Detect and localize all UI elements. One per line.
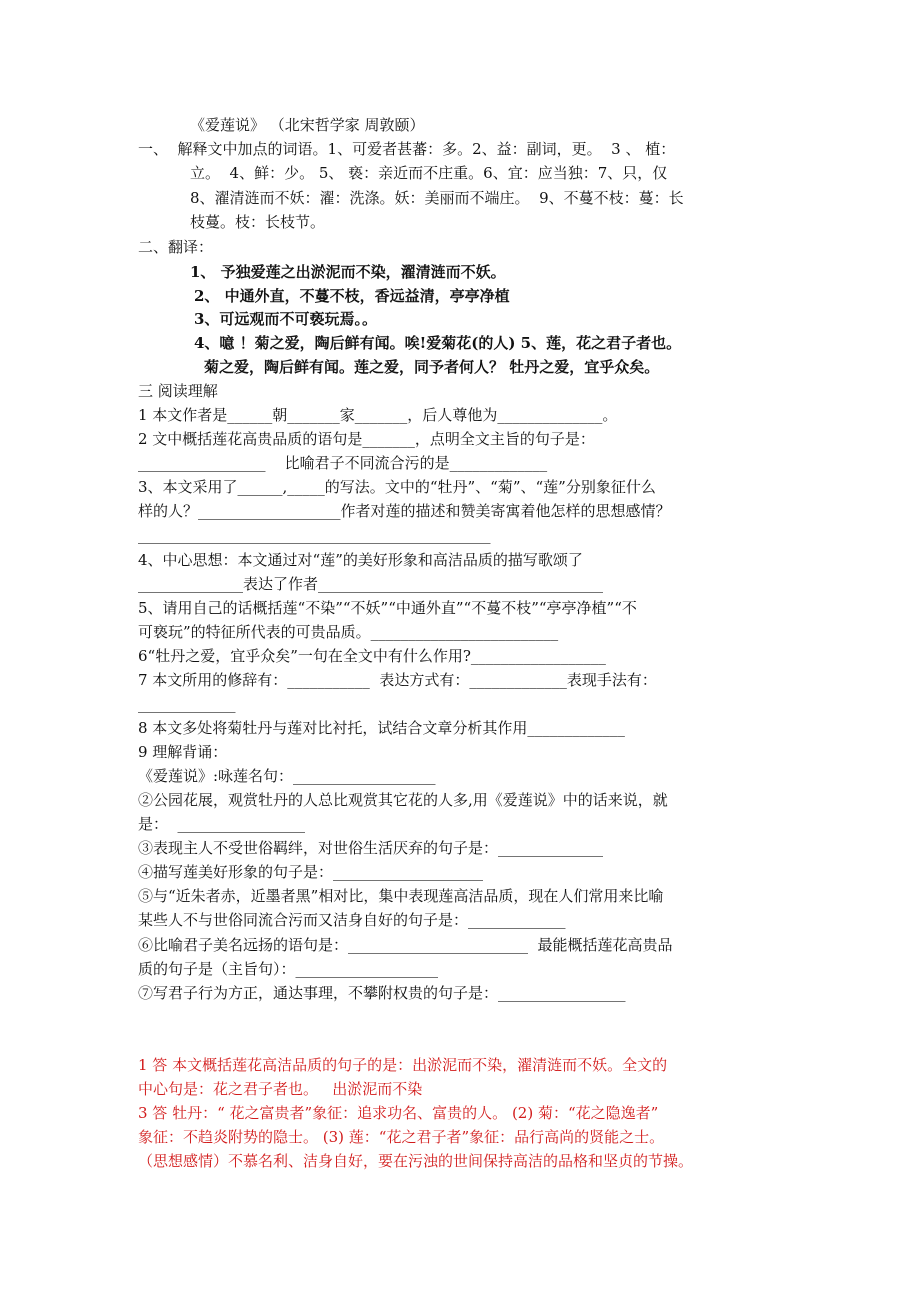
vocab-line-4: 枝蔓。枝：长枝节。 [190,213,326,231]
recite-5-line-2: 某些人不与世俗同流合污而又洁身自好的句子是：_____________ [138,911,566,929]
vocab-line-3: 8、濯清涟而不妖：濯：洗涤。妖：美丽而不端庄。 9、不蔓不枝：蔓：长 [190,189,684,207]
vocab-line-2: 立。 4、鲜：少。 5、 亵：亲近而不庄重。6、宜：应当独：7、只，仅 [190,164,668,182]
question-2-line-2: _________________ 比喻君子不同流合污的是_____________ [138,454,548,472]
question-1: 1 本文作者是______朝_______家_______，后人尊他为______________。 [138,406,618,424]
translation-item-1: 1、 予独爱莲之出淤泥而不染，濯清涟而不妖。 [190,263,506,281]
question-3-line-3: _______________________________________________ [138,526,491,544]
question-2-line-1: 2 文中概括莲花高贵品质的语句是_______，点明全文主旨的句子是： [138,430,595,448]
question-7-line-1: 7 本文所用的修辞有：___________ 表达方式有：_____________表现手法有： [138,671,657,689]
translation-heading: 二、翻译： [138,238,214,256]
translation-item-4: 4、噫 ！菊之爱，陶后鲜有闻。唉!爱菊花(的人) 5、莲，花之君子者也。 [194,334,682,352]
question-8: 8 本文多处将菊牡丹与莲对比衬托，试结合文章分析其作用_____________ [138,719,625,737]
question-9: 9 理解背诵： [138,743,228,761]
question-6: 6“牡丹之爱，宜乎众矣”一句在全文中有什么作用?__________________ [138,647,606,665]
recite-4: ④描写莲美好形象的句子是：____________________ [138,863,484,881]
translation-item-3: 3、可远观而不可亵玩焉。。 [194,310,377,328]
question-4-line-2: ______________表达了作者______________________________________ [138,575,604,593]
answer-3-line-3: （思想感情）不慕名利、洁身自好，要在污浊的世间保持高洁的品格和坚贞的节操。 [138,1152,694,1170]
recite-6-line-2: 质的句子是（主旨句）：___________________ [138,960,439,978]
question-7-line-2: _____________ [138,695,236,713]
recite-2-line-1: ②公园花展，观赏牡丹的人总比观赏其它花的人多,用《爱莲说》中的话来说，就 [138,791,668,809]
recite-6-line-1: ⑥比喻君子美名远扬的语句是：________________________ 最能概括莲花高贵品 [138,936,673,954]
recite-3: ③表现主人不受世俗羁绊，对世俗生活厌弃的句子是：______________ [138,839,604,857]
answer-1-line-1: 1 答 本文概括莲花高洁品质的句子的是：出淤泥而不染，濯清涟而不妖。全文的 [138,1056,668,1074]
translation-item-2: 2、 中通外直，不蔓不枝，香远益清，亭亭净植 [194,287,510,305]
translation-item-5: 菊之爱，陶后鲜有闻。莲之爱，同予者何人？ 牡丹之爱，宜乎众矣。 [204,358,660,376]
question-5-line-1: 5、请用自己的话概括莲“不染”“不妖”“中通外直”“不蔓不枝”“亭亭净植”“不 [138,599,637,617]
vocab-line-1: 一、 解释文中加点的词语。1、可爱者甚蕃：多。2、益：副词，更。 3 、 植： [138,140,676,158]
reading-heading: 三 阅读理解 [138,382,218,400]
question-5-line-2: 可亵玩”的特征所代表的可贵品质。_________________________ [138,623,559,641]
question-3-line-1: 3、本文采用了______,_____的写法。文中的“牡丹”、“菊”、“莲”分别象征什么 [138,478,656,496]
answer-3-line-1: 3 答 牡丹：“ 花之富贵者”象征：追求功名、富贵的人。 (2) 菊：“花之隐逸者” [138,1104,659,1122]
recite-7: ⑦写君子行为方正，通达事理，不攀附权贵的句子是：_________________ [138,984,626,1002]
question-4-line-1: 4、中心思想：本文通过对“莲”的美好形象和高洁品质的描写歌颂了 [138,551,583,569]
recite-5-line-1: ⑤与“近朱者赤，近墨者黑”相对比，集中表现莲高洁品质，现在人们常用来比喻 [138,887,664,905]
answer-3-line-2: 象征：不趋炎附势的隐士。 (3) 莲：“花之君子者”象征：品行高尚的贤能之士。 [138,1128,665,1146]
doc-title: 《爱莲说》 （北宋哲学家 周敦颐） [190,116,425,134]
question-3-line-2: 样的人？___________________作者对莲的描述和赞美寄寓着他怎样的思想感情？ [138,502,671,520]
answer-1-line-2: 中心句是：花之君子者也。 出淤泥而不染 [138,1080,423,1098]
recite-1: 《爱莲说》:咏莲名句：___________________ [138,767,436,785]
recite-2-line-2: 是： _________________ [138,815,306,833]
